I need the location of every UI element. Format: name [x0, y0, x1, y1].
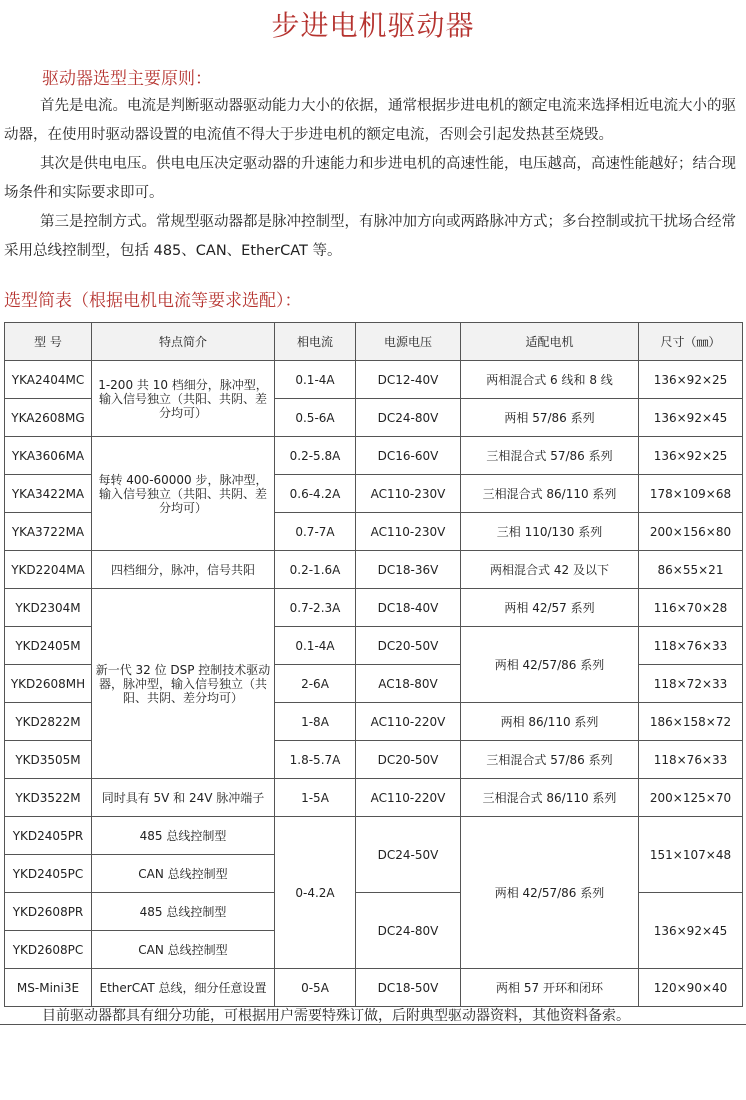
table-header-row — [5, 323, 743, 361]
selection-table — [4, 322, 743, 1007]
cell-motor: 三相 110/130 系列 — [461, 513, 639, 551]
cell-motor: 两相 57/86 系列 — [461, 399, 639, 437]
table-row — [5, 817, 743, 855]
section-heading-selection-table: 选型简表（根据电机电流等要求选配）： — [4, 291, 302, 311]
cell-model: YKA2404MC — [5, 361, 92, 399]
cell-size: 186×158×72 — [639, 703, 743, 741]
paragraph-current: 首先是电流。电流是判断驱动器驱动能力大小的依据，通常根据步进电机的额定电流来选择相近电流大小的驱动器，在使用时驱动器设置的电流值不得大于步进电机的额定电流，否则会引起发热甚至烧毁。 — [4, 98, 736, 143]
cell-current: 0.7-7A — [275, 513, 356, 551]
cell-feature: 同时具有 5V 和 24V 脉冲端子 — [92, 779, 275, 817]
table-row — [5, 779, 743, 817]
cell-model: YKD2608MH — [5, 665, 92, 703]
cell-model: YKD2405PR — [5, 817, 92, 855]
cell-current: 0.2-1.6A — [275, 551, 356, 589]
cell-motor: 两相 57 开环和闭环 — [461, 969, 639, 1007]
section-heading-principles: 驱动器选型主要原则： — [42, 69, 212, 89]
cell-voltage: DC18-40V — [356, 589, 461, 627]
cell-model: YKD2608PC — [5, 931, 92, 969]
cell-model: YKD2405M — [5, 627, 92, 665]
paragraph-control: 第三是控制方式。常规型驱动器都是脉冲控制型，有脉冲加方向或两路脉冲方式；多台控制或抗干扰场合经常采用总线控制型，包括 485、CAN、EtherCAT 等。 — [4, 214, 736, 259]
cell-size: 136×92×45 — [639, 893, 743, 969]
cell-voltage: DC20-50V — [356, 627, 461, 665]
cell-motor: 两相 42/57/86 系列 — [461, 627, 639, 703]
cell-model: YKA3722MA — [5, 513, 92, 551]
header-motor: 适配电机 — [461, 323, 639, 361]
cell-motor: 三相混合式 57/86 系列 — [461, 741, 639, 779]
cell-size: 120×90×40 — [639, 969, 743, 1007]
cell-feature: 新一代 32 位 DSP 控制技术驱动器，脉冲型，输入信号独立（共阳、共阴、差分均可） — [92, 589, 275, 779]
cell-current: 2-6A — [275, 665, 356, 703]
cell-voltage: DC16-60V — [356, 437, 461, 475]
cell-current: 0.6-4.2A — [275, 475, 356, 513]
header-feature: 特点简介 — [92, 323, 275, 361]
cell-size: 136×92×25 — [639, 437, 743, 475]
cell-voltage: DC18-50V — [356, 969, 461, 1007]
cell-model: YKD2822M — [5, 703, 92, 741]
cell-voltage: DC24-50V — [356, 817, 461, 893]
table-row — [5, 969, 743, 1007]
cell-size: 118×72×33 — [639, 665, 743, 703]
page-title: 步进电机驱动器 — [271, 9, 475, 42]
cell-current: 1-8A — [275, 703, 356, 741]
cell-feature: 每转 400-60000 步，脉冲型，输入信号独立（共阳、共阴、差分均可） — [92, 437, 275, 551]
cell-voltage: AC110-230V — [356, 475, 461, 513]
header-size: 尺寸（㎜） — [639, 323, 743, 361]
cell-motor: 两相混合式 42 及以下 — [461, 551, 639, 589]
footer-note: 目前驱动器都具有细分功能，可根据用户需要特殊订做，后附典型驱动器资料，其他资料备索。 — [0, 1004, 746, 1025]
cell-voltage: DC12-40V — [356, 361, 461, 399]
cell-current: 0-5A — [275, 969, 356, 1007]
cell-current: 0.2-5.8A — [275, 437, 356, 475]
cell-size: 86×55×21 — [639, 551, 743, 589]
header-voltage: 电源电压 — [356, 323, 461, 361]
cell-current: 1-5A — [275, 779, 356, 817]
cell-model: YKD3522M — [5, 779, 92, 817]
cell-voltage: DC20-50V — [356, 741, 461, 779]
cell-current: 0-4.2A — [275, 817, 356, 969]
table-row — [5, 551, 743, 589]
cell-voltage: AC110-230V — [356, 513, 461, 551]
cell-current: 0.7-2.3A — [275, 589, 356, 627]
cell-model: MS-Mini3E — [5, 969, 92, 1007]
cell-motor: 两相 42/57 系列 — [461, 589, 639, 627]
cell-size: 200×125×70 — [639, 779, 743, 817]
cell-voltage: DC24-80V — [356, 893, 461, 969]
cell-motor: 三相混合式 57/86 系列 — [461, 437, 639, 475]
cell-model: YKA3422MA — [5, 475, 92, 513]
cell-size: 116×70×28 — [639, 589, 743, 627]
cell-motor: 三相混合式 86/110 系列 — [461, 475, 639, 513]
cell-size: 178×109×68 — [639, 475, 743, 513]
cell-size: 151×107×48 — [639, 817, 743, 893]
cell-voltage: DC24-80V — [356, 399, 461, 437]
cell-model: YKD3505M — [5, 741, 92, 779]
cell-feature: 四档细分，脉冲，信号共阳 — [92, 551, 275, 589]
cell-model: YKD2204MA — [5, 551, 92, 589]
header-current: 相电流 — [275, 323, 356, 361]
table-row — [5, 437, 743, 475]
cell-current: 0.1-4A — [275, 627, 356, 665]
cell-model: YKA2608MG — [5, 399, 92, 437]
cell-current: 0.5-6A — [275, 399, 356, 437]
cell-current: 0.1-4A — [275, 361, 356, 399]
cell-feature: 485 总线控制型 — [92, 817, 275, 855]
cell-model: YKD2608PR — [5, 893, 92, 931]
cell-model: YKA3606MA — [5, 437, 92, 475]
table-row — [5, 589, 743, 627]
cell-feature: 1-200 共 10 档细分，脉冲型，输入信号独立（共阳、共阴、差分均可） — [92, 361, 275, 437]
cell-size: 118×76×33 — [639, 627, 743, 665]
header-model: 型 号 — [5, 323, 92, 361]
cell-size: 136×92×25 — [639, 361, 743, 399]
cell-voltage: AC110-220V — [356, 779, 461, 817]
cell-model: YKD2304M — [5, 589, 92, 627]
cell-voltage: AC110-220V — [356, 703, 461, 741]
cell-motor: 两相 86/110 系列 — [461, 703, 639, 741]
cell-current: 1.8-5.7A — [275, 741, 356, 779]
cell-feature: 485 总线控制型 — [92, 893, 275, 931]
cell-feature: CAN 总线控制型 — [92, 931, 275, 969]
cell-size: 200×156×80 — [639, 513, 743, 551]
cell-motor: 三相混合式 86/110 系列 — [461, 779, 639, 817]
cell-model: YKD2405PC — [5, 855, 92, 893]
paragraph-voltage: 其次是供电电压。供电电压决定驱动器的升速能力和步进电机的高速性能，电压越高，高速性能越好；结合现场条件和实际要求即可。 — [4, 156, 736, 201]
cell-motor: 两相混合式 6 线和 8 线 — [461, 361, 639, 399]
table-row — [5, 361, 743, 399]
cell-feature: CAN 总线控制型 — [92, 855, 275, 893]
cell-motor: 两相 42/57/86 系列 — [461, 817, 639, 969]
cell-size: 136×92×45 — [639, 399, 743, 437]
cell-size: 118×76×33 — [639, 741, 743, 779]
cell-voltage: AC18-80V — [356, 665, 461, 703]
cell-feature: EtherCAT 总线，细分任意设置 — [92, 969, 275, 1007]
cell-voltage: DC18-36V — [356, 551, 461, 589]
